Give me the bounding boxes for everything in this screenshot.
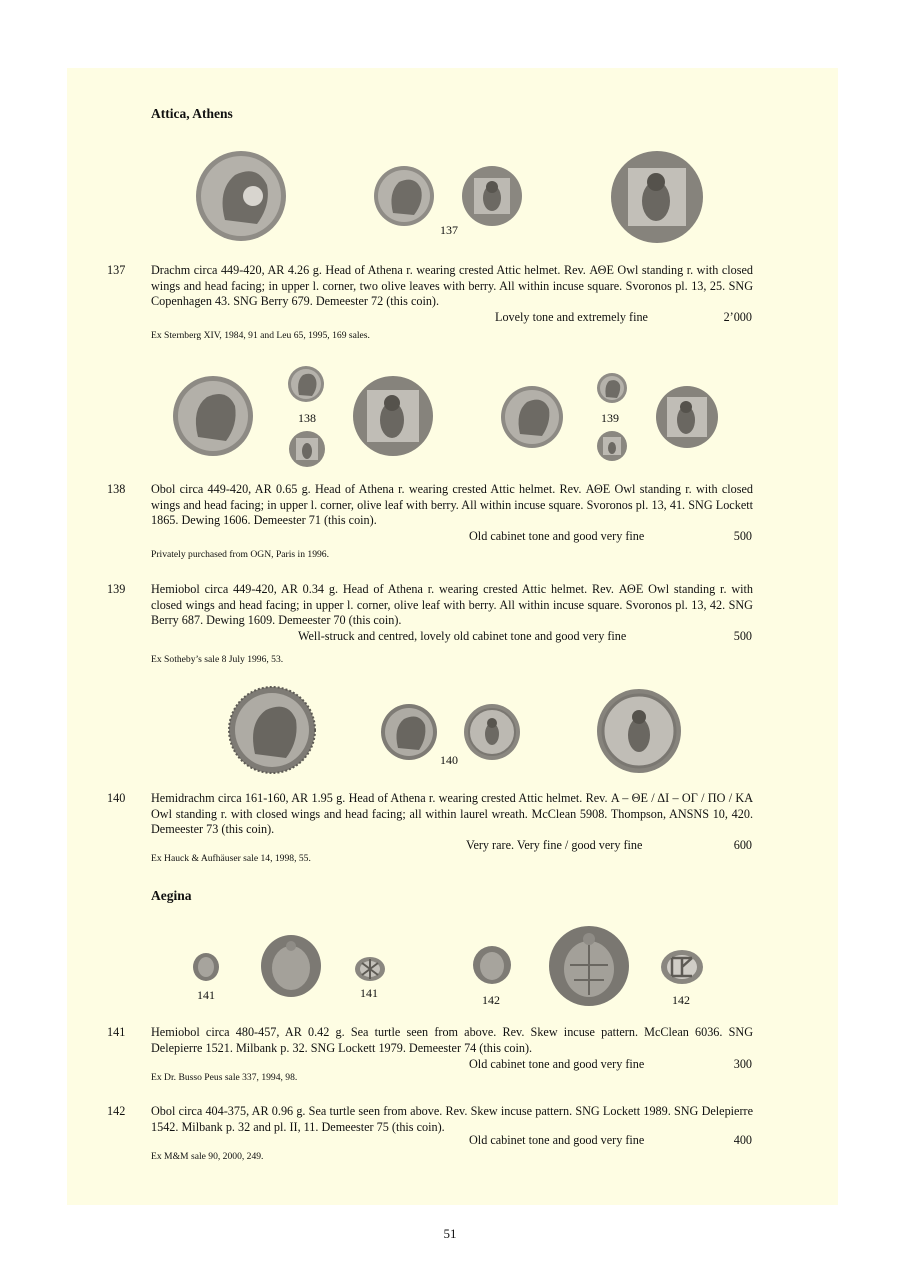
coin-label-139: 139	[601, 411, 619, 425]
lot-provenance: Ex M&M sale 90, 2000, 249.	[151, 1151, 264, 1162]
lot-price: 600	[733, 838, 752, 852]
lot-grade: Old cabinet tone and good very fine	[469, 1133, 645, 1147]
coin-label-137: 137	[440, 223, 458, 237]
lot-description: Hemidrachm circa 161-160, AR 1.95 g. Head of Athena r. wearing crested Attic helmet. Rev. Α – ΘΕ / ΔΙ – ΟΓ / ΠΟ / ΚΑ Owl standing r. with closed wings and head facing; all within laurel wreath. McClean 5908. Thompson, ANSNS 10, 420. Demeester 73 (this coin).	[151, 791, 753, 837]
coin-140-obverse	[380, 703, 438, 761]
lot-price: 500	[733, 629, 752, 643]
coin-138-reverse	[288, 430, 326, 468]
lot-grade: Well-struck and centred, lovely old cabinet tone and good very fine	[298, 629, 627, 643]
lot-grade: Very rare. Very fine / good very fine	[466, 838, 643, 852]
lot-number: 139	[107, 582, 126, 596]
coin-137-reverse-enlarged	[610, 150, 704, 244]
coin-137-obverse-enlarged	[195, 150, 287, 242]
lot-price: 300	[733, 1057, 752, 1071]
coin-137-reverse	[461, 165, 523, 227]
coin-139-reverse-enlarged	[655, 385, 719, 449]
coin-140-reverse-enlarged	[596, 688, 682, 774]
coin-142-obverse	[472, 945, 512, 985]
lot-price: 500	[733, 529, 752, 543]
coin-138-obverse	[287, 365, 325, 403]
lot-description: Drachm circa 449-420, AR 4.26 g. Head of Athena r. wearing crested Attic helmet. Rev. ΑΘΕ Owl standing r. with closed wings and head facing; in upper l. corner, two olive leaves with berry. All within incuse square. Svoronos pl. 13, 25. SNG Copenhagen 43. SNG Berry 679. Demeester 72 (this coin).	[151, 263, 753, 309]
coin-139-reverse	[596, 430, 628, 462]
coin-label-140: 140	[440, 753, 458, 767]
lot-provenance: Privately purchased from OGN, Paris in 1996.	[151, 549, 329, 560]
lot-description: Hemiobol circa 480-457, AR 0.42 g. Sea turtle seen from above. Rev. Skew incuse pattern. McClean 6036. SNG Delepierre 1521. Milbank p. 32. SNG Lockett 1979. Demeester 74 (this coin).	[151, 1025, 753, 1055]
lot-provenance: Ex Sotheby’s sale 8 July 1996, 53.	[151, 654, 284, 665]
coin-label-142-b: 142	[672, 993, 690, 1007]
lot-price: 400	[733, 1133, 752, 1147]
lot-description: Obol circa 404-375, AR 0.96 g. Sea turtle seen from above. Rev. Skew incuse pattern. SNG Lockett 1989. SNG Delepierre 1542. Milbank p. 32 and pl. II, 11. Demeester 75 (this coin).	[151, 1104, 753, 1134]
coin-139-obverse	[596, 372, 628, 404]
lot-provenance: Ex Dr. Busso Peus sale 337, 1994, 98.	[151, 1072, 298, 1083]
lot-number: 141	[107, 1025, 126, 1039]
lot-grade: Old cabinet tone and good very fine	[469, 529, 645, 543]
lot-provenance: Ex Hauck & Aufhäuser sale 14, 1998, 55.	[151, 853, 311, 864]
coin-label-138: 138	[298, 411, 316, 425]
lot-grade: Old cabinet tone and good very fine	[469, 1057, 645, 1071]
coin-label-141-b: 141	[360, 986, 378, 1000]
lot-grade: Lovely tone and extremely fine	[495, 310, 648, 324]
coin-141-obverse	[191, 952, 221, 982]
coin-140-reverse	[463, 703, 521, 761]
coin-138-reverse-enlarged	[352, 375, 434, 457]
coin-label-142-a: 142	[482, 993, 500, 1007]
coin-140-obverse-enlarged	[228, 686, 316, 774]
lot-number: 138	[107, 482, 126, 496]
lot-price: 2’000	[723, 310, 752, 324]
section-title-aegina: Aegina	[151, 888, 192, 903]
lot-number: 140	[107, 791, 126, 805]
section-title-athens: Attica, Athens	[151, 106, 233, 121]
coin-138-obverse-enlarged	[172, 375, 254, 457]
coin-141-reverse	[354, 955, 386, 983]
lot-description: Obol circa 449-420, AR 0.65 g. Head of Athena r. wearing crested Attic helmet. Rev. ΑΘΕ Owl standing r. with closed wings and head facing; in upper l. corner, olive leaf with berry. All within incuse square. Svoronos pl. 13, 41. SNG Lockett 1865. Dewing 1606. Demeester 71 (this coin).	[151, 482, 753, 528]
coin-142-obverse-enlarged	[548, 925, 630, 1007]
lot-number: 142	[107, 1104, 126, 1118]
page-number: 51	[443, 1226, 457, 1241]
coin-label-141-a: 141	[197, 988, 215, 1002]
lot-provenance: Ex Sternberg XIV, 1984, 91 and Leu 65, 1995, 169 sales.	[151, 330, 370, 341]
coin-141-obverse-enlarged	[259, 934, 323, 998]
coin-139-obverse-enlarged	[500, 385, 564, 449]
lot-number: 137	[107, 263, 126, 277]
lot-description: Hemiobol circa 449-420, AR 0.34 g. Head of Athena r. wearing crested Attic helmet. Rev. ΑΘΕ Owl standing r. with closed wings and head facing; in upper l. corner, olive leaf with berry. All within incuse square. Svoronos pl. 13, 42. SNG Berry 687. Dewing 1609. Demeester 70 (this coin).	[151, 582, 753, 628]
coin-137-obverse	[373, 165, 435, 227]
coin-142-reverse	[660, 948, 704, 986]
